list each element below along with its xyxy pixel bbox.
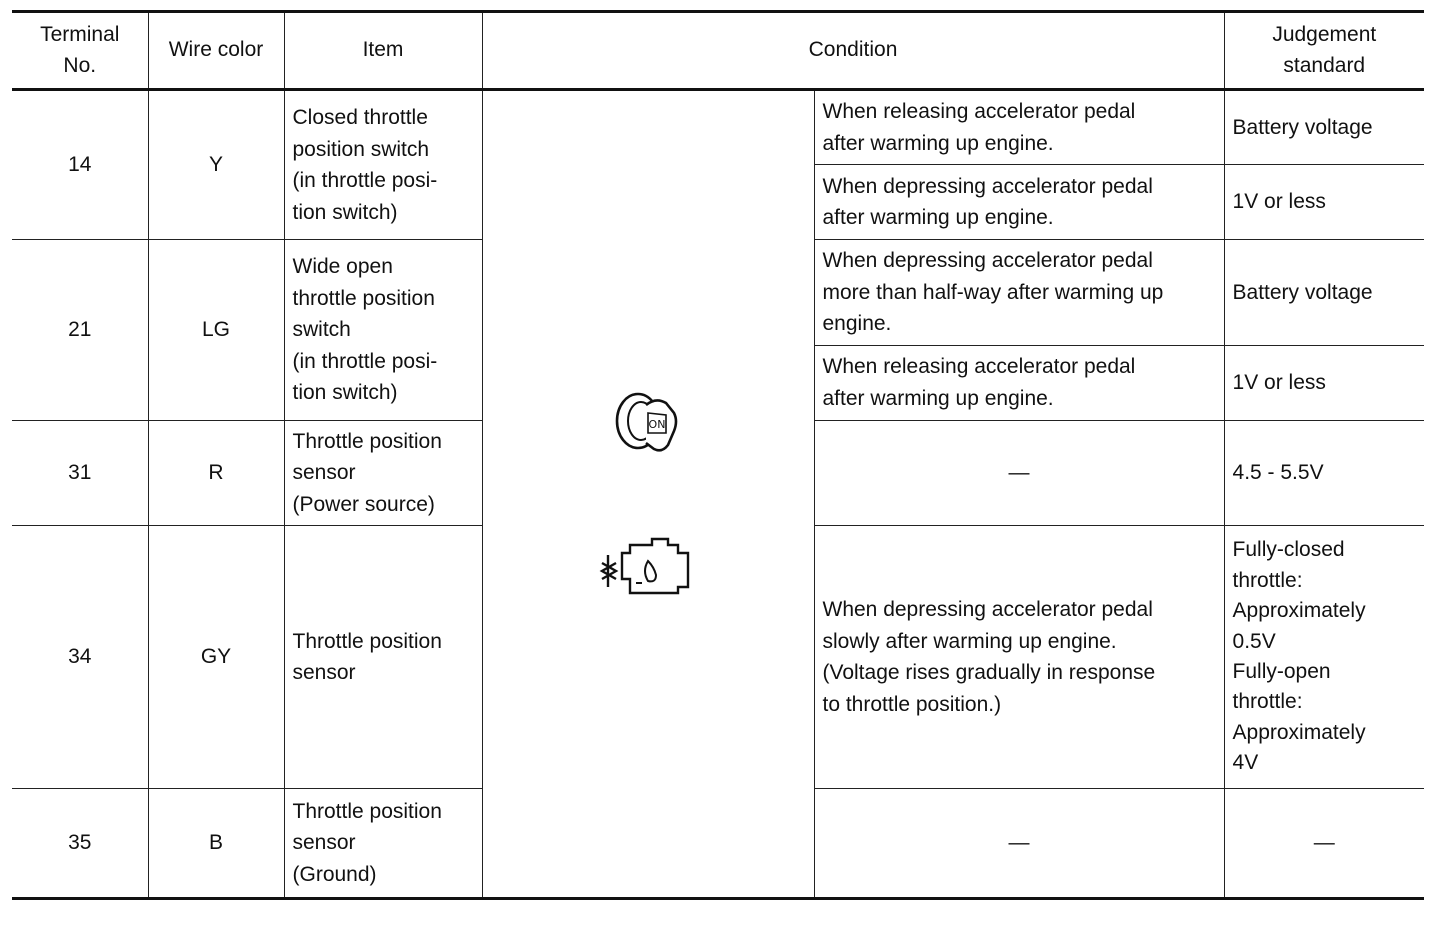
- judgement-standard: —: [1224, 789, 1424, 899]
- header-condition: Condition: [482, 12, 1224, 90]
- item-description: Closed throttle position switch (in throttle posi- tion switch): [284, 90, 482, 240]
- condition-text: —: [814, 420, 1224, 526]
- wire-color: B: [148, 789, 284, 899]
- judgement-standard: Battery voltage: [1224, 240, 1424, 346]
- wire-color: LG: [148, 240, 284, 421]
- judgement-standard: 1V or less: [1224, 345, 1424, 420]
- terminal-no: 14: [12, 90, 148, 240]
- condition-text: When releasing accelerator pedal after warming up engine.: [814, 345, 1224, 420]
- ignition-key-on-icon: [608, 383, 688, 463]
- condition-text: When releasing accelerator pedal after warming up engine.: [814, 90, 1224, 165]
- terminal-no: 34: [12, 526, 148, 789]
- terminal-spec-table: [12, 10, 1424, 900]
- item-description: Wide open throttle position switch (in throttle posi- tion switch): [284, 240, 482, 421]
- item-description: Throttle position sensor (Ground): [284, 789, 482, 899]
- condition-text: —: [814, 789, 1224, 899]
- table-row: [12, 90, 1424, 165]
- header-item: Item: [284, 12, 482, 90]
- item-description: Throttle position sensor (Power source): [284, 420, 482, 526]
- header-wire-color: Wire color: [148, 12, 284, 90]
- terminal-no: 31: [12, 420, 148, 526]
- header-judgement-standard: Judgement standard: [1224, 12, 1424, 90]
- header-terminal-no: Terminal No.: [12, 12, 148, 90]
- condition-text: When depressing accelerator pedal slowly after warming up engine. (Voltage rises gradually in response to throttle position.): [814, 526, 1224, 789]
- judgement-standard: Fully-closed throttle: Approximately 0.5V Fully-open throttle: Approximately 4V: [1224, 526, 1424, 789]
- terminal-no: 21: [12, 240, 148, 421]
- wire-color: Y: [148, 90, 284, 240]
- condition-text: When depressing accelerator pedal more than half-way after warming up engine.: [814, 240, 1224, 346]
- judgement-standard: 4.5 - 5.5V: [1224, 420, 1424, 526]
- ignition-on-label: ON: [648, 418, 666, 431]
- header-row: [12, 12, 1424, 90]
- wire-color: R: [148, 420, 284, 526]
- terminal-no: 35: [12, 789, 148, 899]
- judgement-standard: Battery voltage: [1224, 90, 1424, 165]
- judgement-standard: 1V or less: [1224, 165, 1424, 240]
- engine-running-icon: [596, 533, 700, 605]
- condition-icons-cell: [482, 90, 814, 899]
- item-description: Throttle position sensor: [284, 526, 482, 789]
- wire-color: GY: [148, 526, 284, 789]
- condition-text: When depressing accelerator pedal after warming up engine.: [814, 165, 1224, 240]
